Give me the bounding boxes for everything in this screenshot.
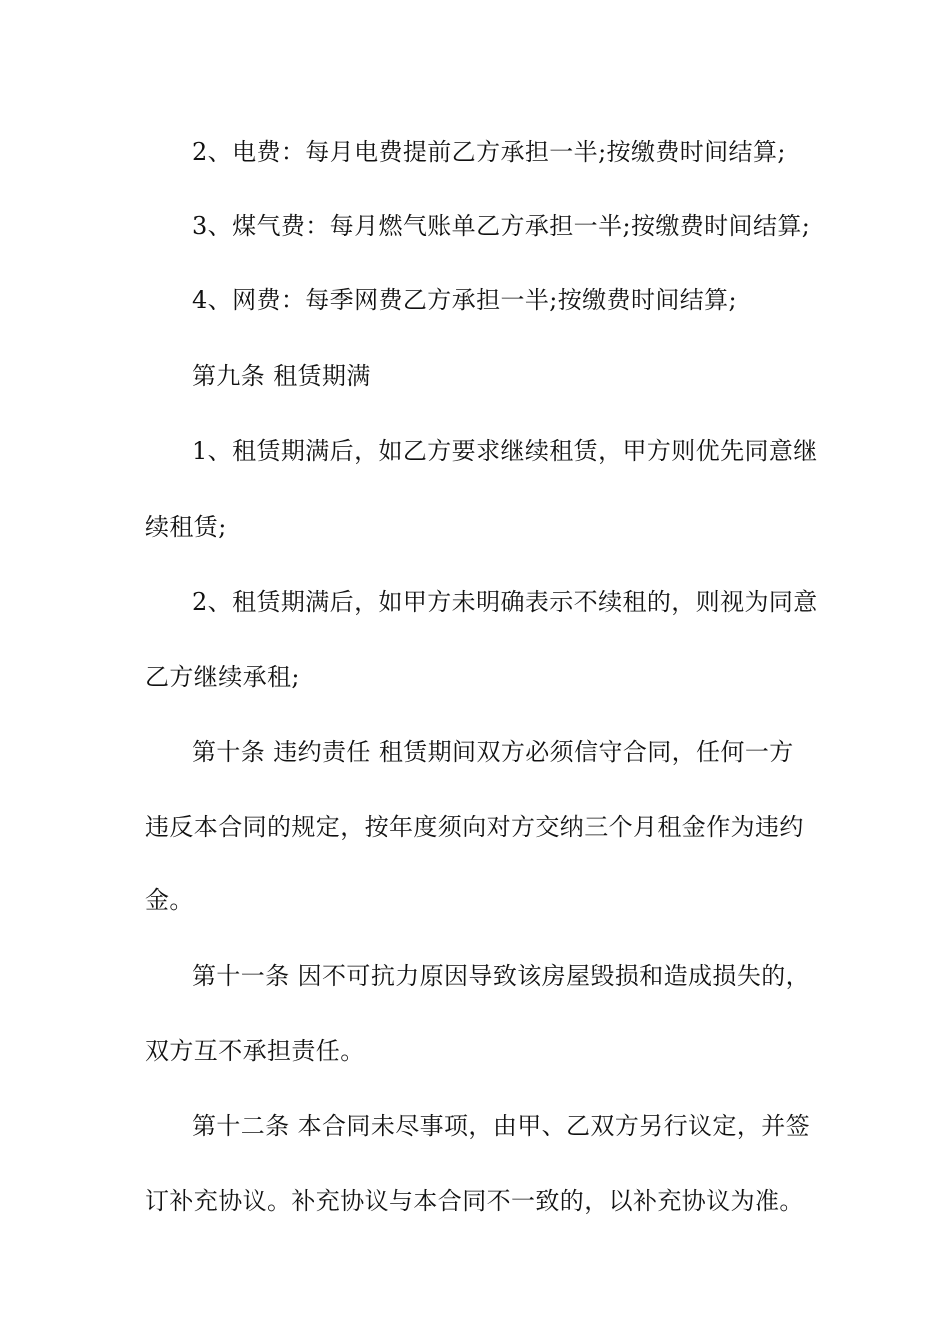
clause-item-electricity: 2、电费：每月电费提前乙方承担一半;按缴费时间结算;: [192, 138, 786, 166]
article-10-paragraph: 第十条 违约责任 租赁期间双方必须信守合同，任何一方: [192, 738, 794, 766]
article-12-paragraph: 第十二条 本合同未尽事项，由甲、乙双方另行议定，并签: [192, 1112, 811, 1140]
article-9-item-2-cont: 乙方继续承租;: [145, 663, 300, 691]
article-11-paragraph: 第十一条 因不可抗力原因导致该房屋毁损和造成损失的，: [192, 962, 811, 990]
article-9-item-1-cont: 续租赁;: [145, 513, 227, 541]
article-11-paragraph-cont: 双方互不承担责任。: [145, 1037, 365, 1065]
article-9-heading: 第九条 租赁期满: [192, 362, 371, 390]
article-9-item-1: 1、租赁期满后，如乙方要求继续租赁，甲方则优先同意继: [192, 437, 818, 465]
article-10-paragraph-end: 金。: [145, 886, 194, 914]
clause-item-internet: 4、网费：每季网费乙方承担一半;按缴费时间结算;: [192, 286, 738, 314]
article-10-paragraph-cont: 违反本合同的规定，按年度须向对方交纳三个月租金作为违约: [145, 813, 804, 841]
article-9-item-2: 2、租赁期满后，如甲方未明确表示不续租的，则视为同意: [192, 588, 818, 616]
clause-item-gas: 3、煤气费：每月燃气账单乙方承担一半;按缴费时间结算;: [192, 212, 811, 240]
article-12-paragraph-cont: 订补充协议。补充协议与本合同不一致的，以补充协议为准。: [145, 1187, 804, 1215]
